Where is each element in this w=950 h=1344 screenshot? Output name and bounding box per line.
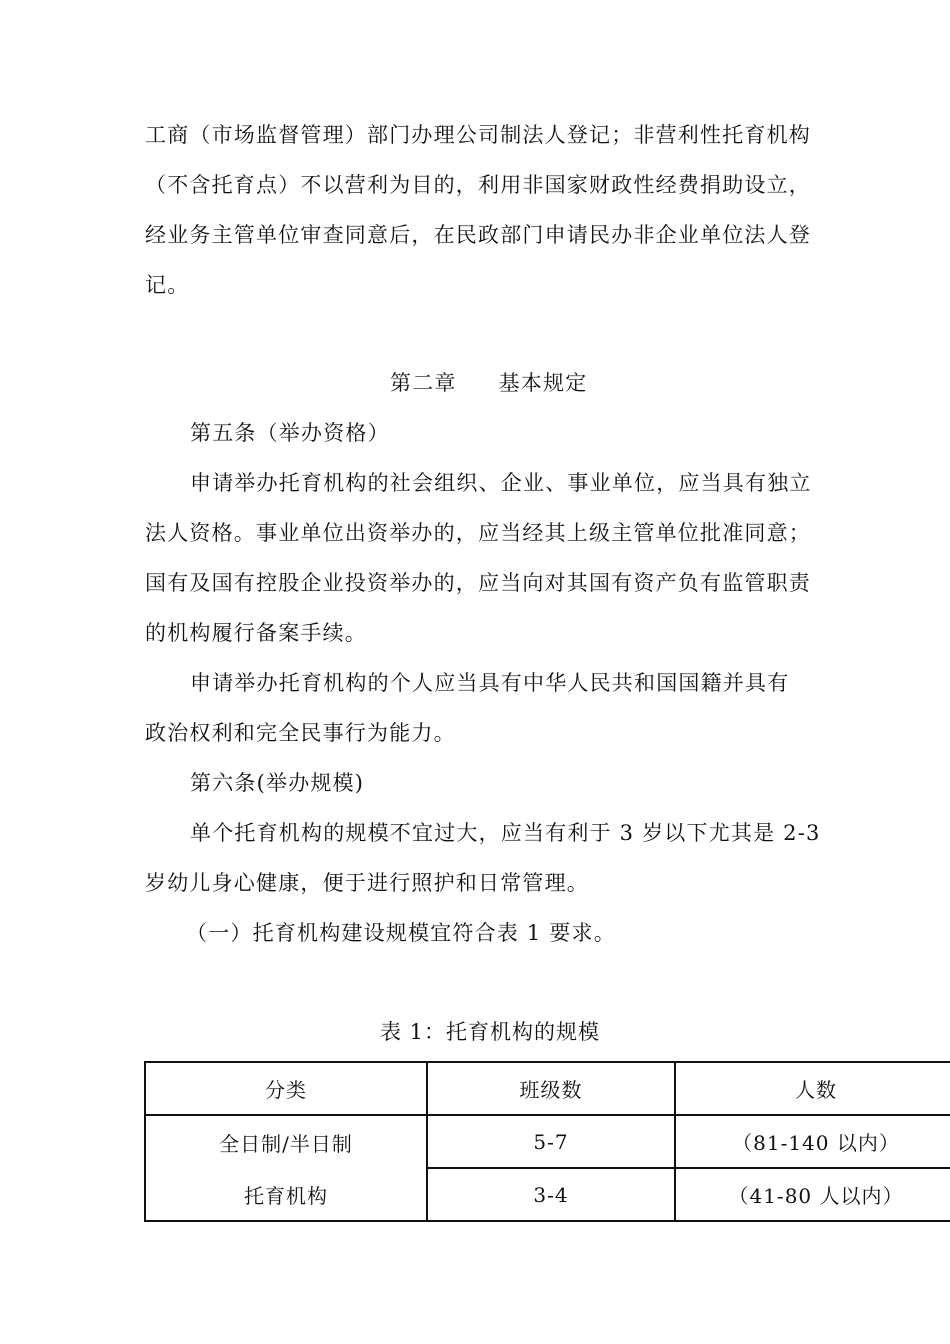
table-header-cell: 分类 — [145, 1062, 427, 1115]
paragraph-line: 工商（市场监督管理）部门办理公司制法人登记；非营利性托育机构 — [145, 123, 811, 147]
scale-table — [144, 1061, 950, 1222]
category-line: 托育机构 — [244, 1184, 328, 1208]
paragraph-line: 记。 — [145, 273, 190, 297]
paragraph-line: 政治权利和完全民事行为能力。 — [145, 721, 456, 745]
table-header-cell: 班级数 — [427, 1062, 675, 1115]
table-row — [145, 1115, 950, 1168]
table-category-cell — [145, 1115, 427, 1221]
paragraph-line: 经业务主管单位审查同意后，在民政部门申请民办非企业单位法人登 — [145, 223, 811, 247]
paragraph-line: 申请举办托育机构的个人应当具有中华人民共和国国籍并具有 — [190, 671, 790, 695]
table-caption: 表 1：托育机构的规模 — [380, 1020, 601, 1044]
chapter-title: 基本规定 — [498, 371, 588, 395]
table-header-cell: 人数 — [675, 1062, 950, 1115]
paragraph-line: 单个托育机构的规模不宜过大，应当有利于 3 岁以下尤其是 2-3 — [190, 821, 821, 845]
paragraph-line: （不含托育点）不以营利为目的，利用非国家财政性经费捐助设立， — [145, 173, 811, 197]
chapter-number: 第二章 — [390, 371, 457, 395]
list-item: （一）托育机构建设规模宜符合表 1 要求。 — [186, 921, 616, 945]
chapter-heading — [390, 368, 587, 398]
paragraph-line: 国有及国有控股企业投资举办的，应当向对其国有资产负有监管职责 — [145, 571, 811, 595]
article-5-title: 第五条（举办资格） — [190, 421, 390, 445]
paragraph-line: 申请举办托育机构的社会组织、企业、事业单位，应当具有独立 — [190, 471, 812, 495]
table-cell: 5-7 — [427, 1115, 675, 1168]
paragraph-line: 法人资格。事业单位出资举办的，应当经其上级主管单位批准同意； — [145, 521, 811, 545]
paragraph-line: 岁幼儿身心健康，便于进行照护和日常管理。 — [145, 871, 589, 895]
table-cell: 3-4 — [427, 1168, 675, 1221]
article-6-title: 第六条(举办规模) — [190, 771, 365, 795]
paragraph-line: 的机构履行备案手续。 — [145, 621, 367, 645]
table-cell: （81-140 以内） — [675, 1115, 950, 1168]
table-cell: （41-80 人以内） — [675, 1168, 950, 1221]
category-line: 全日制/半日制 — [219, 1132, 353, 1156]
table-header-row — [145, 1062, 950, 1115]
